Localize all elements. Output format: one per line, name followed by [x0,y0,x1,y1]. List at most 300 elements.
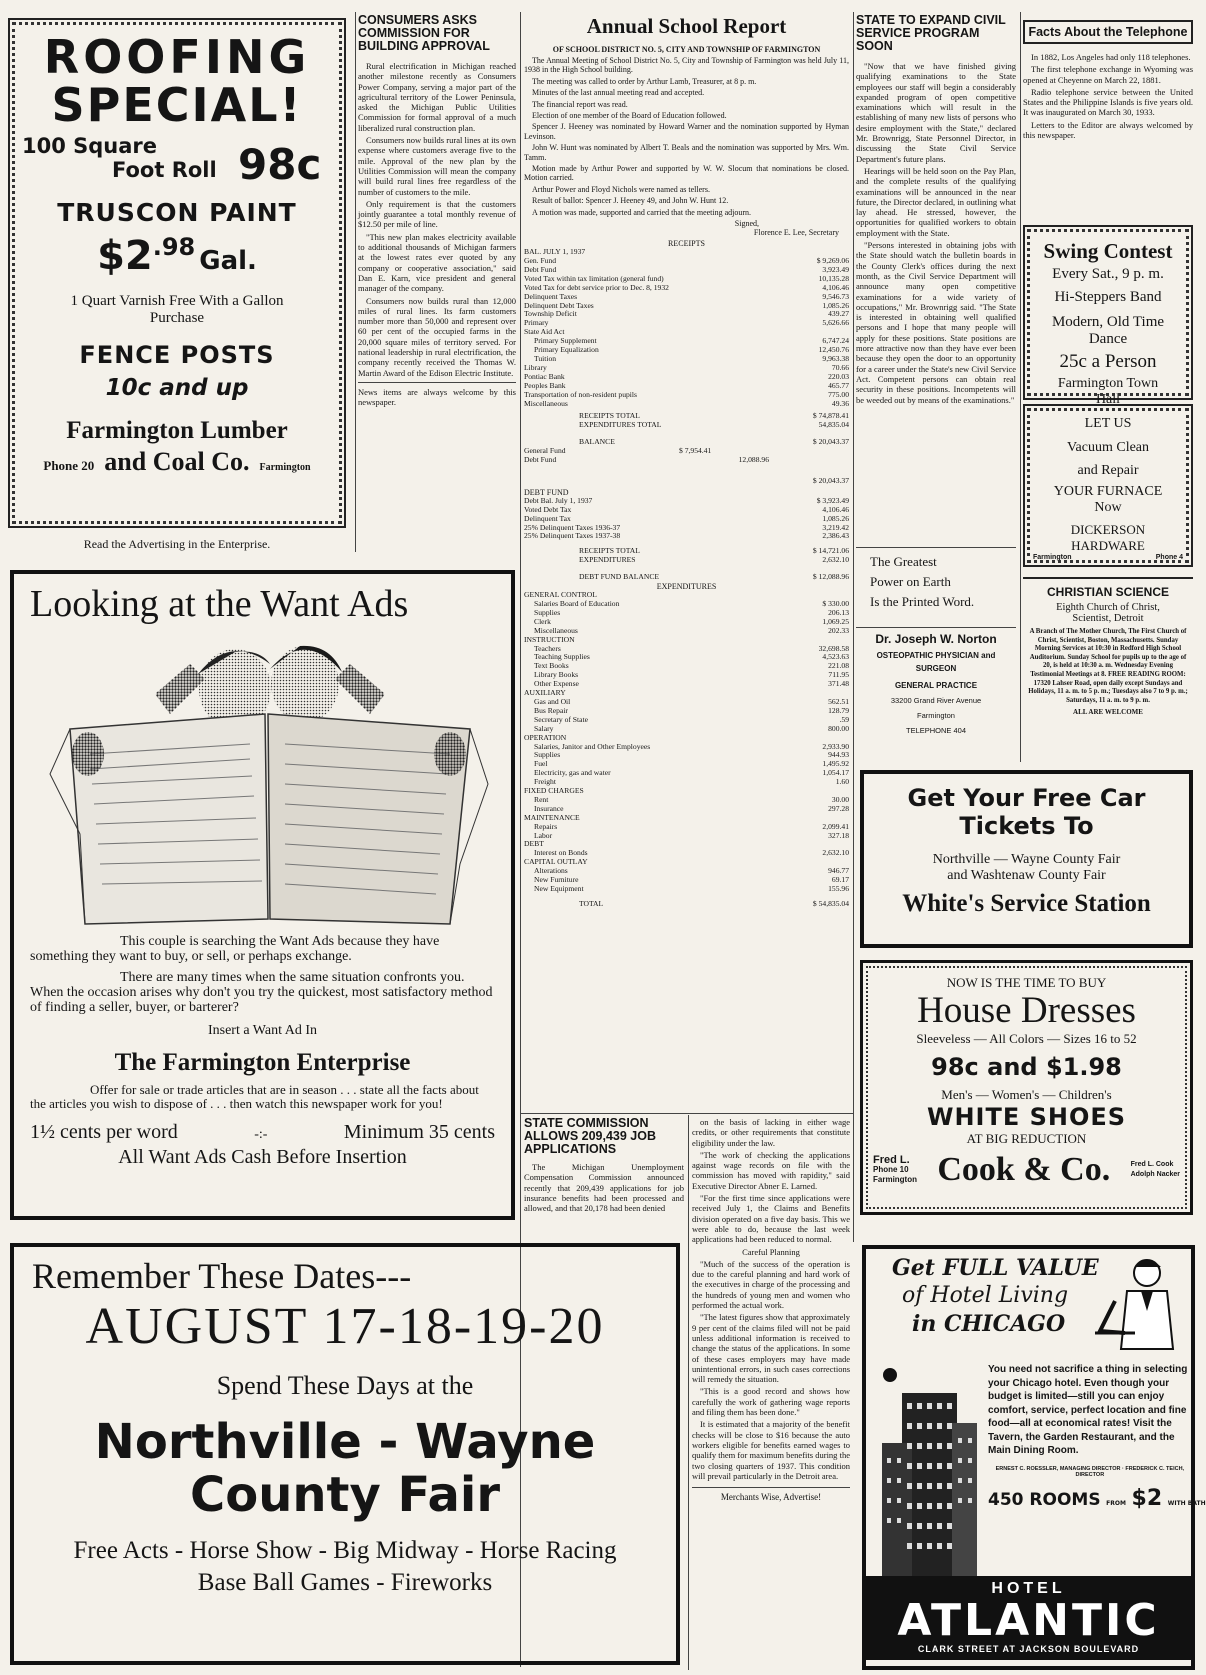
value: $ 74,878.41 [812,411,849,421]
table-row [524,497,849,506]
table-row [524,600,849,609]
phone: Phone 4 [1155,554,1183,561]
fair-name: Northville - Wayne [94,1414,596,1470]
paragraph: Result of ballot: Spencer J. Heeney 49, and John W. Hunt 12. [532,196,729,206]
row-label: Secretary of State [534,714,588,724]
paragraph: Only requirement is that the customers jointly guarantee a total monthly revenue of $12.50 per mile of line. [358,198,516,230]
fair-name: County Fair [190,1467,500,1523]
row-value: 2,386.43 [822,531,849,541]
paragraph: It is estimated that a majority of the benefit checks will be close to $16 because the auto workers eligible for benefits earned wages to qualify them for maximum benefits during the two closing quarters of 1937. This condition will prevail particularly in the Detroit area. [692,1419,850,1481]
telephone-facts [1023,14,1193,229]
row-value: 206.13 [828,607,849,617]
row-label: Text Books [534,661,569,671]
fence-price: 10c and up [105,375,249,401]
row-label: 25% Delinquent Taxes 1936-37 [524,522,621,532]
phone: Phone 10 [873,1165,909,1174]
text-line: Farmington Town [1057,376,1159,391]
text-line: YOUR FURNACE [1053,484,1163,499]
row-value: 220.03 [828,371,849,381]
row-value: 1,054.17 [822,768,849,778]
column-rule [1020,12,1021,762]
row-value: 1,085.26 [822,513,849,523]
paragraph: The Annual Meeting of School District No. 5, City and Township of Farmington was held July 11, 1938 in the High School building. [524,56,849,75]
ad-heading: Remember These Dates--- [32,1256,412,1296]
row-label: Teaching Supplies [534,652,590,662]
row-label: Salaries, Janitor and Other Employees [534,741,651,751]
phone: Phone 20 [43,458,95,473]
row-label: Voted Tax within tax limitation (general fund) [524,273,664,283]
table-row [524,319,849,328]
column-rule [853,12,854,1242]
row-label: New Equipment [534,884,584,893]
paragraph: Spencer J. Heeney was nominated by Howard Warner and the nomination supported by Hyman Levinson. [524,122,849,141]
want-ads-promo [10,570,515,1220]
text-line: Northville — Wayne County Fair [932,852,1121,867]
table-row [524,310,849,319]
value: $ 12,088.96 [812,572,849,582]
table-row [524,506,849,515]
town: Farmington [873,1175,917,1184]
table-row [524,751,849,760]
table-row [524,885,849,894]
expenditures-table [524,591,849,894]
row-label: Other Expense [534,679,579,689]
row-label: Delinquent Tax [524,513,571,523]
text-line: Is the Printed Word. [870,594,975,609]
headline: STATE TO EXPAND CIVIL SERVICE PROGRAM SOON [856,13,1006,53]
headline: CONSUMERS ASKS COMMISSION FOR BUILDING APPROVAL [358,13,490,53]
paragraph: Radio telephone service between the United States and the Philippine Islands is five years old. It was inaugurated on March 30, 1933. [1023,86,1193,118]
ad-title: Get Your Free Car [907,784,1146,812]
slogan: of Hotel Living [902,1283,1069,1308]
row-label: Voted Tax for debt service prior to Dec. 8, 1932 [524,282,669,292]
label: TOTAL [579,898,604,908]
fence-heading: FENCE POSTS [79,341,275,369]
table-row [524,391,849,400]
minimum-charge: Minimum 35 cents [343,1121,495,1143]
label: RECEIPTS TOTAL [579,546,640,556]
bath-label: WITH BATH [1167,1499,1206,1507]
paragraph: Election of one member of the Board of Education followed. [532,111,727,121]
text-line: GENERAL PRACTICE [894,681,978,690]
cash-policy: All Want Ads Cash Before Insertion [118,1146,407,1168]
ad-title: Tickets To [959,812,1094,840]
read-advertising-note: Read the Advertising in the Enterprise. [83,537,271,551]
row-value: 3,923.49 [822,264,849,274]
box-title: Facts About the Telephone [1023,20,1193,44]
waiter-illustration [1095,1251,1185,1351]
town: Farmington [259,462,311,473]
slogan: in CHICAGO [912,1311,1066,1337]
footer-note: News items are always welcome by this newspaper. [358,386,516,408]
row-value: 10,135.28 [818,273,849,283]
value: $ 14,721.06 [812,546,849,556]
headline: STATE COMMISSION ALLOWS 209,439 JOB APPLICATIONS [524,1116,656,1156]
printed-word-box [870,552,1020,622]
row-label: Transportation of non-resident pupils [524,389,637,399]
row-value: 2,632.10 [822,848,849,858]
row-value: 30.00 [831,794,849,804]
state-commission-article [524,1117,684,1232]
text-line: ALL ARE WELCOME [1073,708,1143,717]
store-name: Cook & Co. [937,1151,1111,1188]
label: EXPENDITURES [579,555,636,565]
text-line: Dance [1088,331,1128,347]
table-row [524,609,849,618]
row-value: 2,933.90 [822,741,849,751]
hotel-label: HOTEL [991,1580,1066,1597]
row-value: 562.51 [828,696,849,706]
hotel-name-banner [866,1576,1191,1660]
subheading: Careful Planning [742,1246,800,1257]
table-row [524,743,849,752]
row-value: 1,069.25 [822,616,849,626]
paragraph: "This is a good record and shows how carefully the work of gathering wage reports and filing them has been done." [692,1386,850,1418]
paragraph: "Persons interested in obtaining jobs with the State should watch the bulletin boards in the County Clerk's offices during the next month, as the Civil Service Department will announce many open competitive examinations for a wide variety of occupations," Mr. Brownrigg said. "The State is interested in obtaining well qualified persons and I hope that many people will apply for these positions. State positions are more attractive now than they have ever been because they open the door to an opportunity for a career under the State's new Civil Service Act. Competent persons can obtain real security in these positions. Incompetents will be weeded out by means of the examinations." [856,240,1016,405]
divider [856,547,1016,548]
paragraph: Rural electrification in Michigan reached another milestone recently as Consumers Power Company, serving a major part of the agricultural territory of the Lower Peninsula, asked the Michigan Public Utilities Commission for formal approval of a much liberalized rural construction plan. [358,61,516,133]
text-line: Hi-Steppers Band [1054,289,1162,305]
debt-totals [524,547,849,582]
paragraph: "Now that we have finished giving qualifying examinations to the State employees our staff will begin a considerably expanded program of open competitive examinations which will result in the establishing of many new lists of persons who desire employment with the State," declared Mr. Brownrigg, State Personnel Director, in discussing the State Civil Service Department's future plans. [856,61,1016,164]
table-row [524,248,849,257]
roofing-special-ad [8,18,346,528]
row-label: State Aid Act [524,327,565,337]
row-label: 25% Delinquent Taxes 1937-38 [524,531,621,541]
attractions: Base Ball Games - Fireworks [197,1569,493,1596]
column-rule [688,1115,689,1670]
promo-title: Looking at the Want Ads [30,583,409,625]
receipts-totals [524,412,849,485]
table-row [524,698,849,707]
value: 2,632.10 [822,555,849,565]
proprietor: Adolph Nacker [1130,1171,1180,1178]
text-line: AT BIG REDUCTION [966,1131,1087,1146]
report-title: Annual School Report [586,14,787,38]
proprietor: Fred L. Cook [1130,1161,1174,1168]
row-label: Alterations [534,866,568,876]
row-value: 6,747.24 [822,336,849,346]
ad-title: Swing Contest [1043,239,1173,263]
table-row [524,823,849,832]
row-value: $ 3,923.49 [816,495,849,505]
article-body [358,61,516,378]
row-label: Miscellaneous [534,625,578,635]
room-price: $2 [1131,1485,1163,1511]
row-label: Delinquent Taxes [524,291,578,301]
table-row [524,346,849,355]
row-label: Gen. Fund [524,256,557,265]
divider [692,1487,850,1488]
facts-body [1023,52,1193,140]
row-value: 3,219.42 [822,522,849,532]
table-row [524,716,849,725]
row-value: 1,085.26 [822,300,849,310]
row-value: 5,626.66 [822,318,849,328]
paragraph: The first telephone exchange in Wyoming was opened at Cheyenne on March 22, 1881. [1023,64,1193,85]
column-rule [355,12,356,552]
row-label: Township Deficit [524,309,577,319]
report-subtitle: OF SCHOOL DISTRICT NO. 5, CITY AND TOWNSHIP OF FARMINGTON [552,45,821,54]
dickerson-ad [1023,404,1193,567]
school-report [524,14,849,1114]
paragraph: "For the first time since applications were received July 1, the Claims and Benefits division operated on a five day basis. This we were able to do, because the last week applications had been reduced to normal. [692,1193,850,1245]
value: $ 54,835.04 [812,898,849,908]
row-value: 155.96 [828,884,849,893]
paragraph: "Much of the success of the operation is due to the careful planning and hard work of the executives in charge of the processing and the hundreds of young men and women who performed the actual work. [692,1258,850,1311]
hotel-name: ATLANTIC [897,1595,1160,1646]
row-value: 9,546.73 [822,291,849,301]
text-line: Scientist, Detroit [1072,613,1144,624]
ad-title: ROOFING [43,30,311,84]
footer-note: Merchants Wise, Advertise! [720,1492,822,1503]
table-row [524,680,849,689]
from-label: FROM [1106,1499,1126,1507]
roll-line: Foot Roll [112,158,217,182]
row-label: Primary Equalization [534,345,599,355]
swing-contest-ad [1023,225,1193,407]
text-line: Every Sat., 9 p. m. [1052,266,1164,282]
row-label: Library [524,362,547,372]
table-row [524,858,849,867]
row-label: Miscellaneous [524,398,568,408]
text-line: Hall [1095,392,1121,407]
row-value: 944.93 [828,750,849,760]
row-label: Library Books [534,670,579,680]
roll-price: 98c [238,140,322,189]
shoes-heading: WHITE SHOES [926,1103,1127,1131]
attractions: Free Acts - Horse Show - Big Midway - Horse Racing [73,1537,617,1564]
row-label: New Furniture [534,875,579,885]
text-line: NOW IS THE TIME TO BUY [946,975,1107,990]
row-label: Salaries Board of Education [534,599,620,608]
row-value: 4,106.46 [822,504,849,514]
table-row [524,257,849,266]
row-label: FIXED CHARGES [524,786,584,796]
row-label: Tuition [534,353,557,363]
paragraph: "The latest figures show that approximately 9 per cent of the claims filed will not be paid unless additional information is received to change the status of the applications. In some of these cases employers may have made unintentional errors, in such cases corrections will remedy the situation. [692,1312,850,1385]
word-rate: 1½ cents per word [30,1121,178,1143]
paragraph: on the basis of lacking in either wage credits, or other requirements that constitute eligibility under the law. [692,1117,850,1148]
row-value: 371.48 [828,679,849,689]
divider [358,382,516,383]
row-value: 439.27 [828,309,849,319]
price-cents: .98 [152,233,196,261]
row-value: 12,450.76 [818,345,849,355]
hotel-atlantic-ad [862,1245,1206,1670]
newspaper-couple-illustration [30,634,500,924]
text-line: LET US [1084,416,1132,431]
ad-text: Spend These Days at the [216,1371,474,1400]
room-count: 450 ROOMS [988,1489,1101,1510]
row-label: GENERAL CONTROL [524,590,597,600]
notice-title: CHRISTIAN SCIENCE [1046,585,1169,599]
row-label: Supplies [534,607,561,617]
hotel-building-illustration [872,1363,982,1593]
row-label: Teachers [534,643,561,653]
row-label: Labor [534,830,553,840]
row-value: $ 9,269.06 [816,256,849,265]
store-name: HARDWARE [1071,538,1145,553]
row-label: INSTRUCTION [524,634,575,644]
promo-text: This couple is searching the Want Ads because they have something they want to buy, or sell, or perhaps exchange. [30,934,440,964]
divider [856,627,1016,628]
car-tickets-ad [860,770,1193,948]
label: BALANCE [579,437,615,447]
section-head: DEBT FUND [524,487,569,497]
row-label: AUXILIARY [524,688,566,698]
notice-body: A Branch of The Mother Church, The First Church of Christ, Scientist, Boston, Massachusetts. Sunday Morning Services at 10:30 in Redford High School Auditorium. Sunday School for pupils up to the age of 20, is held at 10:30 a. m. Wednesday Evening Testimonial Meetings at 8. FREE READING ROOM: 17320 Lahser Road, open daily except Sundays and Holidays, 11 a. m. to 5 p. m.; Tuesdays also 7 to 9 p. m.; Saturdays, 11 a. m. to 9 p. m. [1028,628,1188,704]
promo-text: Insert a Want Ad In [207,1023,318,1038]
managers: ERNEST C. ROESSLER, MANAGING DIRECTOR · FREDERICK C. TEICH, DIRECTOR [995,1465,1185,1478]
row-label: Debt Bal. July 1, 1937 [524,495,593,505]
article-body [524,1162,684,1213]
row-value: 465.77 [828,380,849,390]
price: 25c a Person [1059,351,1157,372]
row-label: Peoples Bank [524,380,566,390]
norton-card [856,632,1016,757]
text-line: Fred L. [873,1154,910,1166]
paint-heading: TRUSCON PAINT [57,198,297,227]
phone: TELEPHONE 404 [905,726,967,735]
minutes [524,56,849,217]
row-label: DEBT [524,839,544,849]
row-value: 946.77 [828,866,849,876]
text-line: Eighth Church of Christ, [1056,602,1160,613]
row-label: Primary Supplement [534,336,597,346]
article-body [856,61,1016,405]
row-value: .59 [839,714,849,724]
row-label: Freight [534,777,556,787]
row-label: Supplies [534,750,561,760]
label: General Fund [524,446,566,456]
row-value: 69.17 [831,875,849,885]
text-line: Men's — Women's — Children's [941,1087,1112,1102]
row-value: 1,495.92 [822,759,849,769]
row-value: 9,963.38 [822,353,849,363]
table-row [524,832,849,841]
row-value: 711.95 [828,670,849,680]
debt-table [524,497,849,542]
paragraph: "This new plan makes electricity available to additional thousands of Michigan farmers at the lowest rates ever quoted by any company or cooperative association," said Dan E. Karn, vice president and general manager of the company. [358,231,516,294]
county-fair-ad [10,1243,680,1665]
paragraph: Consumers now builds rural lines at its own expense where customers average five to the mile. Approval of the new plan by the Utilities Commission will mean the company will build rural lines free regardless of the number of customers to the mile. [358,135,516,197]
row-label: Repairs [534,821,558,831]
row-label: Insurance [534,803,564,813]
row-value: 4,523.63 [822,652,849,662]
table-row [524,400,849,409]
value: 12,088.96 [738,455,769,465]
table-row [524,814,849,823]
hotel-description: You need not sacrifice a thing in selecting your Chicago hotel. Even though your budget is limited—still you can enjoy comfort, service, perfect location and fine food—all at economical rates! Visit the Tavern, the Garden Restaurant, and the Main Dining Room. [988,1364,1188,1456]
section-head: RECEIPTS [668,239,705,249]
table-row [524,769,849,778]
town: Farmington [1033,554,1072,561]
text-line: Now [1094,500,1122,515]
table-row [524,532,849,541]
text-line: The Greatest [870,554,937,569]
table-row [524,796,849,805]
price-dollar: $2 [97,233,153,279]
paragraph: Consumers now builds rural than 12,000 miles of rural lines. Its farm customers number more than 50,000 and represent over 60 per cent of the occupied farms in the 20,000 square miles of territory served. For national leadership in rural electrification, the company recently received the Thomas W. Martin Award of the Edison Electric Institute. [358,295,516,378]
fair-dates: AUGUST 17-18-19-20 [85,1298,605,1355]
row-value: 202.33 [828,625,849,635]
row-label: Interest on Bonds [534,848,588,858]
paragraph: In 1882, Los Angeles had only 118 telephones. [1031,52,1191,62]
row-label: Delinquent Debt Taxes [524,300,594,310]
row-value: 327.18 [828,830,849,840]
row-value: $ 330.00 [822,599,849,608]
roll-offer [20,134,334,192]
table-row [524,725,849,734]
paragraph: The financial report was read. [532,99,628,109]
company-name: and Coal Co. [104,447,250,476]
ad-title: House Dresses [917,990,1136,1031]
paragraph: Arthur Power and Floyd Nichols were named as tellers. [532,184,710,194]
section-head: EXPENDITURES [656,582,717,592]
row-value: 128.79 [828,705,849,715]
paragraph: John W. Hunt was nominated by Albert T. Beals and the nomination was supported by Mrs. Wm. Tamm. [524,143,849,162]
slogan: Get FULL VALUE [892,1255,1099,1281]
row-label: Salary [534,723,554,733]
company-name: Farmington Lumber [66,417,288,444]
article-body [692,1117,850,1481]
row-value: 775.00 [828,389,849,399]
value: $ 7,954.41 [679,446,712,456]
receipts-table [524,248,849,408]
varnish-offer: Purchase [149,310,205,326]
row-label: Rent [534,794,549,804]
varnish-offer: 1 Quart Varnish Free With a Gallon [70,293,284,309]
row-value: 32,698.58 [818,643,849,653]
row-label: Fuel [534,759,548,769]
state-commission-continued [692,1117,850,1670]
text-line: Power on Earth [870,574,951,589]
row-label: Clerk [534,616,551,626]
row-value: 2,099.41 [822,821,849,831]
row-label: Bus Repair [534,705,568,715]
signed: Signed, [734,219,759,229]
paragraph: Motion made by Arthur Power and supported by W. W. Slocum that nominations be closed. Motion carried. [524,164,849,183]
label: DEBT FUND BALANCE [579,572,660,582]
doctor-name: Dr. Joseph W. Norton [875,632,997,646]
value: $ 20,043.37 [812,475,849,485]
row-label: Gas and Oil [534,696,571,706]
paragraph: A motion was made, supported and carried that the meeting adjourn. [532,207,752,217]
hotel-address: CLARK STREET AT JACKSON BOULEVARD [917,1644,1140,1654]
row-value: 1.60 [835,777,849,787]
address: 33200 Grand River Avenue [890,696,982,705]
row-value: 800.00 [828,723,849,733]
paint-price [20,233,334,285]
text-line: and Washtenaw County Fair [947,868,1106,883]
text-line: and Repair [1077,463,1139,478]
row-label: Pontiac Bank [524,371,565,381]
station-name: White's Service Station [902,890,1151,917]
roll-line: 100 Square [22,134,158,158]
civil-service-article [856,14,1016,544]
label: EXPENDITURES TOTAL [579,420,662,430]
row-value: 221.08 [828,661,849,671]
paragraph: Hearings will be held soon on the Pay Plan, and the complete results of the qualifying examinations will be announced in the near future, the Director declared, in outlining what lay ahead. He stressed, however, the opportunities for qualified workers to obtain employment with the State. [856,165,1016,238]
ad-title: SPECIAL! [51,78,303,132]
row-value: 4,106.46 [822,282,849,292]
value: 54,835.04 [818,420,849,430]
row-value: 49.36 [831,398,849,408]
expenditures-total [524,900,849,909]
value: $ 20,043.37 [812,437,849,447]
store-name: DICKERSON [1070,522,1146,537]
